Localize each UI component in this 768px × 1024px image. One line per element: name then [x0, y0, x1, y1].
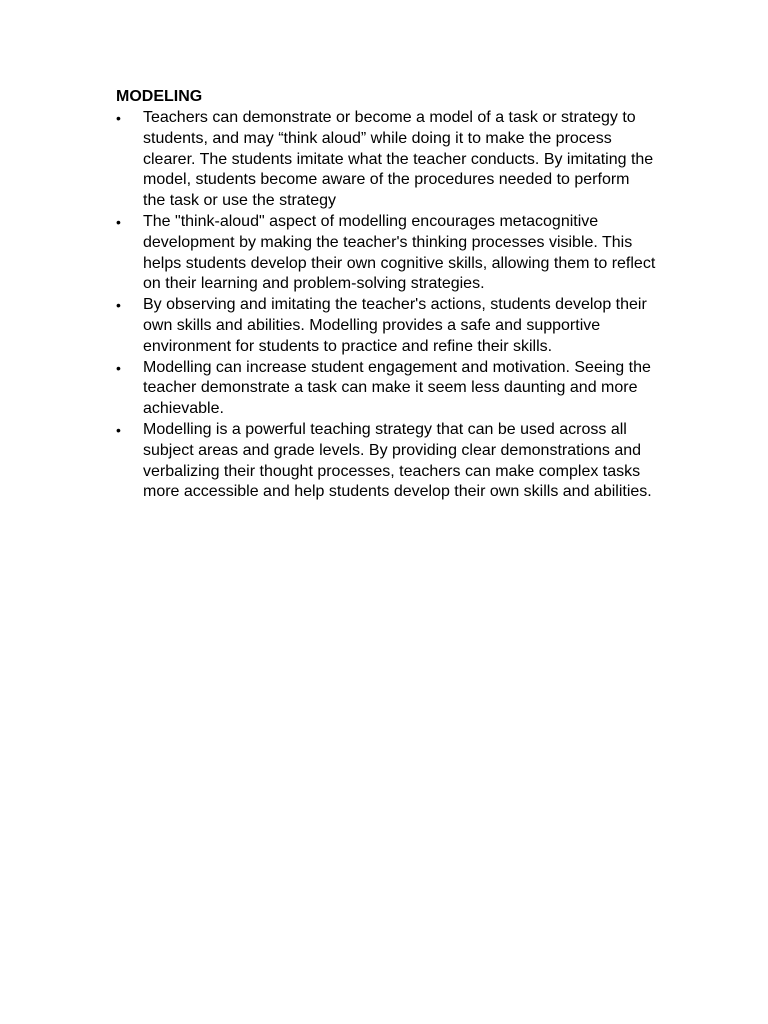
bullet-icon: • — [116, 213, 121, 230]
bullet-icon: • — [116, 421, 121, 438]
bullet-icon: • — [116, 297, 121, 314]
list-item — [116, 212, 656, 295]
list-item-text: The "think-aloud" aspect of modelling encourages metacognitive development by making the teacher's thinking processes visible. This helps students develop their own cognitive skills, allowing them to reflect on their learning and problem-solving strategies. — [143, 212, 656, 293]
bullet-icon: • — [116, 110, 121, 126]
list-item-text: Modelling can increase student engagement and motivation. Seeing the teacher demonstrate a task can make it seem less daunting and more achievable. — [143, 358, 651, 418]
list-item-text: Teachers can demonstrate or become a model of a task or strategy to students, and may “think aloud” while doing it to make the process clearer. The students imitate what the teacher conducts. By imitating the model, students become aware of the procedures needed to perform the task or use the strategy — [143, 109, 654, 210]
list-item — [116, 108, 656, 212]
list-item — [116, 420, 656, 503]
list-item-text: Modelling is a powerful teaching strategy that can be used across all subject areas and grade levels. By providing clear demonstrations and verbalizing their thought processes, teachers can make complex tasks more accessible and help students develop their own skills and abilities. — [143, 420, 652, 501]
list-item — [116, 295, 656, 357]
bullet-list — [116, 108, 656, 503]
list-item-text: By observing and imitating the teacher's actions, students develop their own skills and abilities. Modelling provides a safe and supportive environment for students to practice and refine their skills. — [143, 296, 647, 355]
section-heading: MODELING — [116, 88, 203, 105]
list-item — [116, 358, 656, 420]
document-body — [116, 87, 656, 503]
bullet-icon: • — [116, 359, 121, 376]
